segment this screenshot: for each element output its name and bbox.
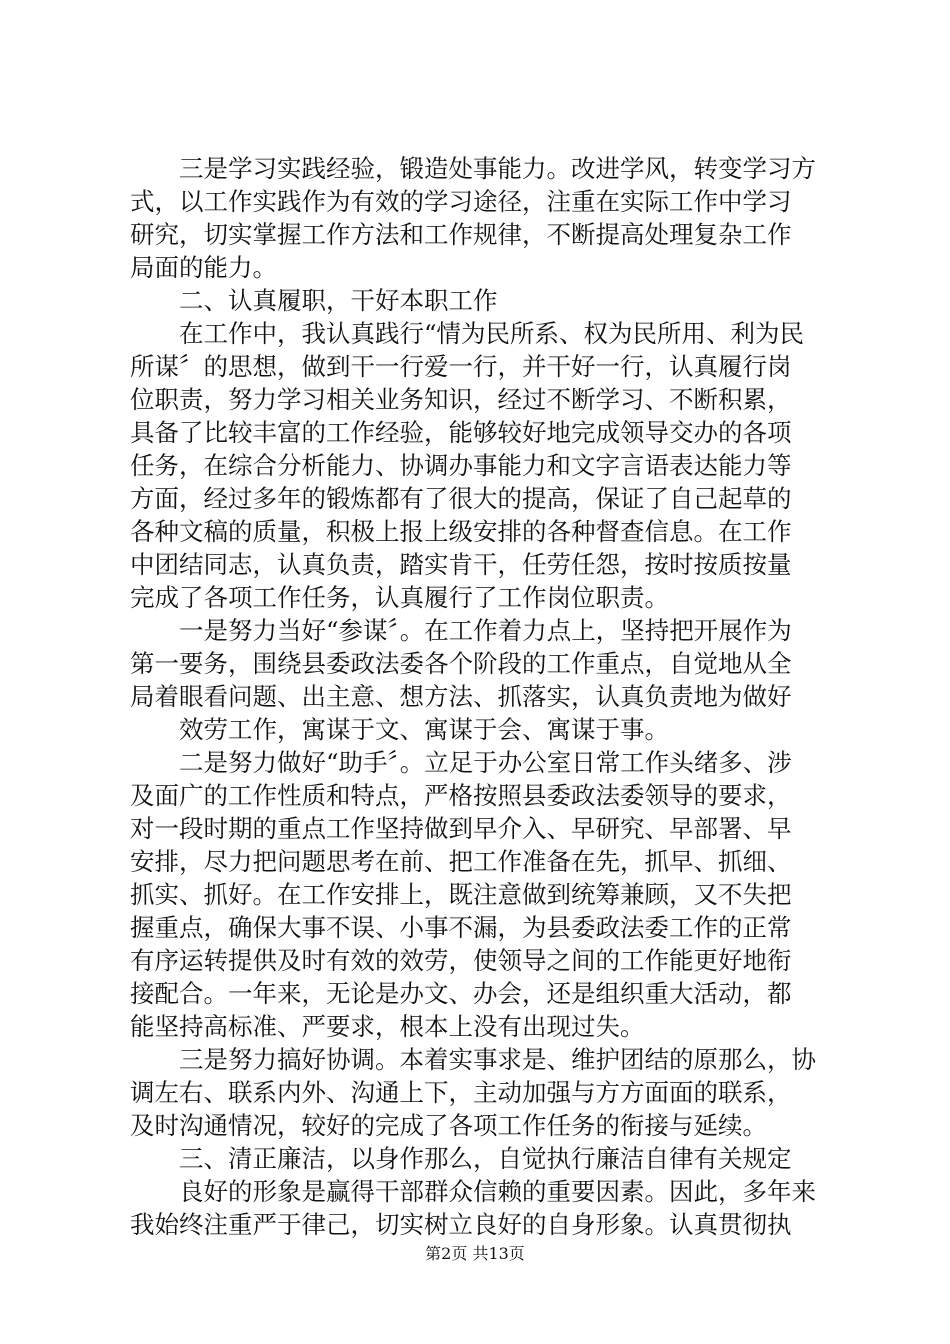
text-line: 三是努力搞好协调。本着实事求是、维护团结的原那么，协 xyxy=(179,1045,816,1074)
text-line: 研究，切实掌握工作方法和工作规律，不断提高处理复杂工作 xyxy=(130,220,792,249)
text-line: 及时沟通情况，较好的完成了各项工作任务的衔接与延续。 xyxy=(130,1111,767,1140)
text-line: 各种文稿的质量，积极上报上级安排的各种督查信息。在工作 xyxy=(130,517,792,546)
page-footer: 第2页 共13页 xyxy=(425,1244,525,1263)
text-line: 握重点，确保大事不误、小事不漏，为县委政法委工作的正常 xyxy=(130,913,792,942)
text-line: 调左右、联系内外、沟通上下，主动加强与方方面面的联系， xyxy=(130,1078,792,1107)
text-line: 我始终注重严于律己，切实树立良好的自身形象。认真贯彻执 xyxy=(130,1210,792,1239)
text-line: 所谋〞的思想，做到干一行爱一行，并干好一行，认真履行岗 xyxy=(130,352,792,381)
document-body xyxy=(130,152,850,1241)
text-line: 接配合。一年来，无论是办文、办会，还是组织重大活动，都 xyxy=(130,979,792,1008)
text-line: 三、清正廉洁，以身作那么，自觉执行廉洁自律有关规定 xyxy=(179,1144,792,1173)
text-line: 及面广的工作性质和特点，严格按照县委政法委领导的要求， xyxy=(130,781,792,810)
text-line: 安排，尽力把问题思考在前、把工作准备在先，抓早、抓细、 xyxy=(130,847,792,876)
text-line: 具备了比较丰富的工作经验，能够较好地完成领导交办的各项 xyxy=(130,418,792,447)
text-line: 局面的能力。 xyxy=(130,253,277,282)
text-line: 局着眼看问题、出主意、想方法、抓落实，认真负责地为做好 xyxy=(130,682,792,711)
text-line: 位职责，努力学习相关业务知识，经过不断学习、不断积累， xyxy=(130,385,792,414)
text-line: 一是努力当好“参谋〞。在工作着力点上，坚持把开展作为 xyxy=(179,616,792,645)
text-line: 第一要务，围绕县委政法委各个阶段的工作重点，自觉地从全 xyxy=(130,649,792,678)
text-line: 有序运转提供及时有效的效劳，使领导之间的工作能更好地衔 xyxy=(130,946,792,975)
text-line: 在工作中，我认真践行“情为民所系、权为民所用、利为民 xyxy=(179,319,805,348)
text-line: 完成了各项工作任务，认真履行了工作岗位职责。 xyxy=(130,583,669,612)
text-line: 二、认真履职，干好本职工作 xyxy=(179,286,498,315)
text-line: 对一段时期的重点工作坚持做到早介入、早研究、早部署、早 xyxy=(130,814,792,843)
text-line: 良好的形象是赢得干部群众信赖的重要因素。因此，多年来 xyxy=(179,1177,816,1206)
text-line: 抓实、抓好。在工作安排上，既注意做到统筹兼顾，又不失把 xyxy=(130,880,792,909)
text-line: 效劳工作，寓谋于文、寓谋于会、寓谋于事。 xyxy=(179,715,669,744)
text-line: 式，以工作实践作为有效的学习途径，注重在实际工作中学习 xyxy=(130,187,792,216)
text-line: 方面，经过多年的锻炼都有了很大的提高，保证了自己起草的 xyxy=(130,484,792,513)
text-line: 中团结同志，认真负责，踏实肯干，任劳任怨，按时按质按量 xyxy=(130,550,792,579)
text-line: 任务，在综合分析能力、协调办事能力和文字言语表达能力等 xyxy=(130,451,792,480)
text-line: 能坚持高标准、严要求，根本上没有出现过失。 xyxy=(130,1012,645,1041)
text-line: 三是学习实践经验，锻造处事能力。改进学风，转变学习方 xyxy=(179,154,816,183)
text-line: 二是努力做好“助手〞。立足于办公室日常工作头绪多、涉 xyxy=(179,748,792,777)
